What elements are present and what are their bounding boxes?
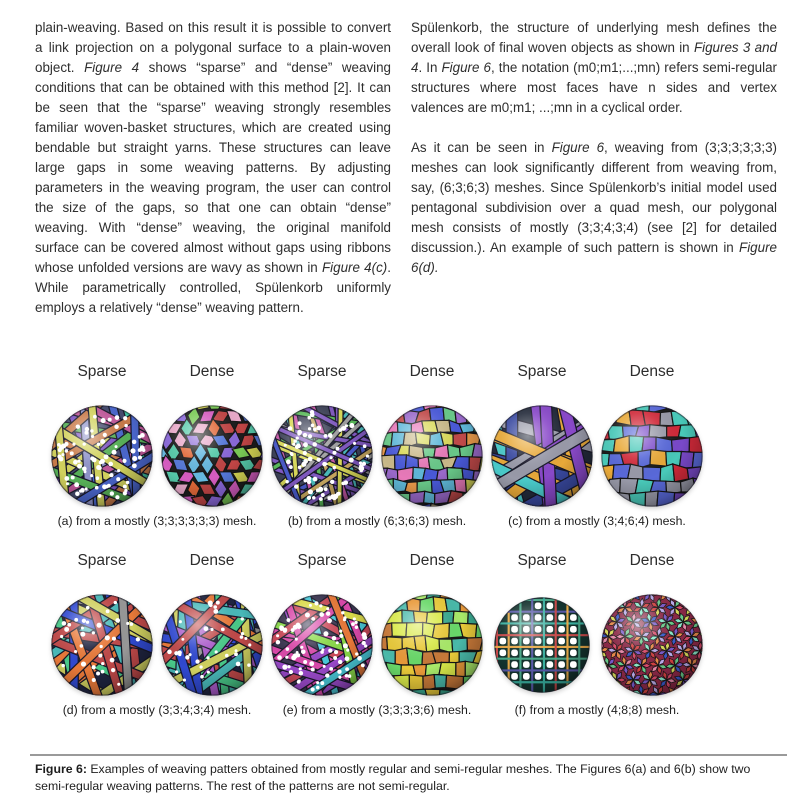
captions-row [47, 703, 707, 717]
woven-sphere-image [597, 592, 707, 698]
figure-6 [0, 358, 800, 717]
subfigure-caption: (a) from a mostly (3;3;3;3;3;3) mesh. [57, 514, 257, 528]
woven-sphere-image [487, 592, 597, 698]
density-label: Dense [409, 363, 455, 380]
density-label: Sparse [77, 552, 127, 569]
density-label: Dense [629, 363, 675, 380]
woven-sphere-image [267, 592, 377, 698]
woven-sphere-image [47, 592, 157, 698]
figure-caption-label: Figure 6: [35, 762, 87, 776]
spheres-row [47, 592, 707, 698]
density-label: Sparse [297, 552, 347, 569]
woven-sphere-image [487, 403, 597, 509]
subfigure-caption: (c) from a mostly (3;4;6;4) mesh. [508, 514, 686, 528]
woven-sphere-image [597, 403, 707, 509]
subfigure-caption: (b) from a mostly (6;3;6;3) mesh. [287, 514, 467, 528]
subfigure-caption: (d) from a mostly (3;3;4;3;4) mesh. [62, 703, 252, 717]
woven-sphere-image [377, 592, 487, 698]
article-text [35, 18, 777, 318]
density-label: Sparse [517, 552, 567, 569]
labels-row [47, 363, 707, 381]
density-label: Sparse [517, 363, 567, 380]
paragraph-right-2: As it can be seen in Figure 6, weaving from (3;3;3;3;3;3) meshes can look significantly different from weaving from, say, (6;3;6;3) meshes. Since Spülenkorb’s initial model used pentagonal subdivision over a quad mesh, our polygonal mesh consists of mostly (3;3;4;3;4) (see [2] for detailed discussion.). An example of such pattern is shown in Figure 6(d). [411, 140, 777, 275]
density-label: Dense [629, 552, 675, 569]
woven-sphere-image [157, 403, 267, 509]
subfigure-caption: (e) from a mostly (3;3;3;3;6) mesh. [282, 703, 472, 717]
spheres-row [47, 403, 707, 509]
density-label: Sparse [77, 363, 127, 380]
right-column [411, 18, 777, 318]
left-column [35, 18, 391, 318]
labels-row [47, 552, 707, 570]
density-label: Dense [189, 363, 235, 380]
captions-row [47, 514, 707, 528]
subfigure-caption: (f) from a mostly (4;8;8) mesh. [514, 703, 680, 717]
figure-row [0, 363, 800, 528]
density-label: Dense [189, 552, 235, 569]
woven-sphere-image [377, 403, 487, 509]
paragraph-left: plain-weaving. Based on this result it is possible to convert a link projection on a polygonal surface to a plain-woven object. Figure 4 shows “sparse” and “dense” weaving conditions that can be obtained with this method [2]. It can be seen that the “sparse” weaving strongly resembles familiar woven-basket structures, which are created using bendable but straight yarns. These structures can leave large gaps in some weaving patterns. By adjusting parameters in the weaving program, the user can control the size of the gaps, so that one can obtain “dense” weaving. With “dense” weaving, the original manifold surface can be covered almost without gaps using ribbons whose unfolded versions are wavy as shown in Figure 4(c). While parametrically controlled, Spülenkorb uniformly employs a relatively “dense” weaving pattern. [35, 20, 392, 315]
woven-sphere-image [157, 592, 267, 698]
paragraph-right-1: Spülenkorb, the structure of underlying mesh defines the overall look of final woven objects as shown in Figures 3 and 4. In Figure 6, the notation (m0;m1;...;mn) refers semi-regular structures where most faces have n sides and vertex valences are m0;m1; ...;mn in a cyclical order. [411, 20, 777, 115]
density-label: Sparse [297, 363, 347, 380]
woven-sphere-image [267, 403, 377, 509]
figure-row [0, 552, 800, 717]
figure-caption [30, 754, 787, 795]
woven-sphere-image [47, 403, 157, 509]
figure-caption-text: Examples of weaving patters obtained from mostly regular and semi-regular meshes. The Figures 6(a) and 6(b) show two semi-regular weaving patterns. The rest of the patterns are not semi-regular. [35, 762, 751, 793]
density-label: Dense [409, 552, 455, 569]
